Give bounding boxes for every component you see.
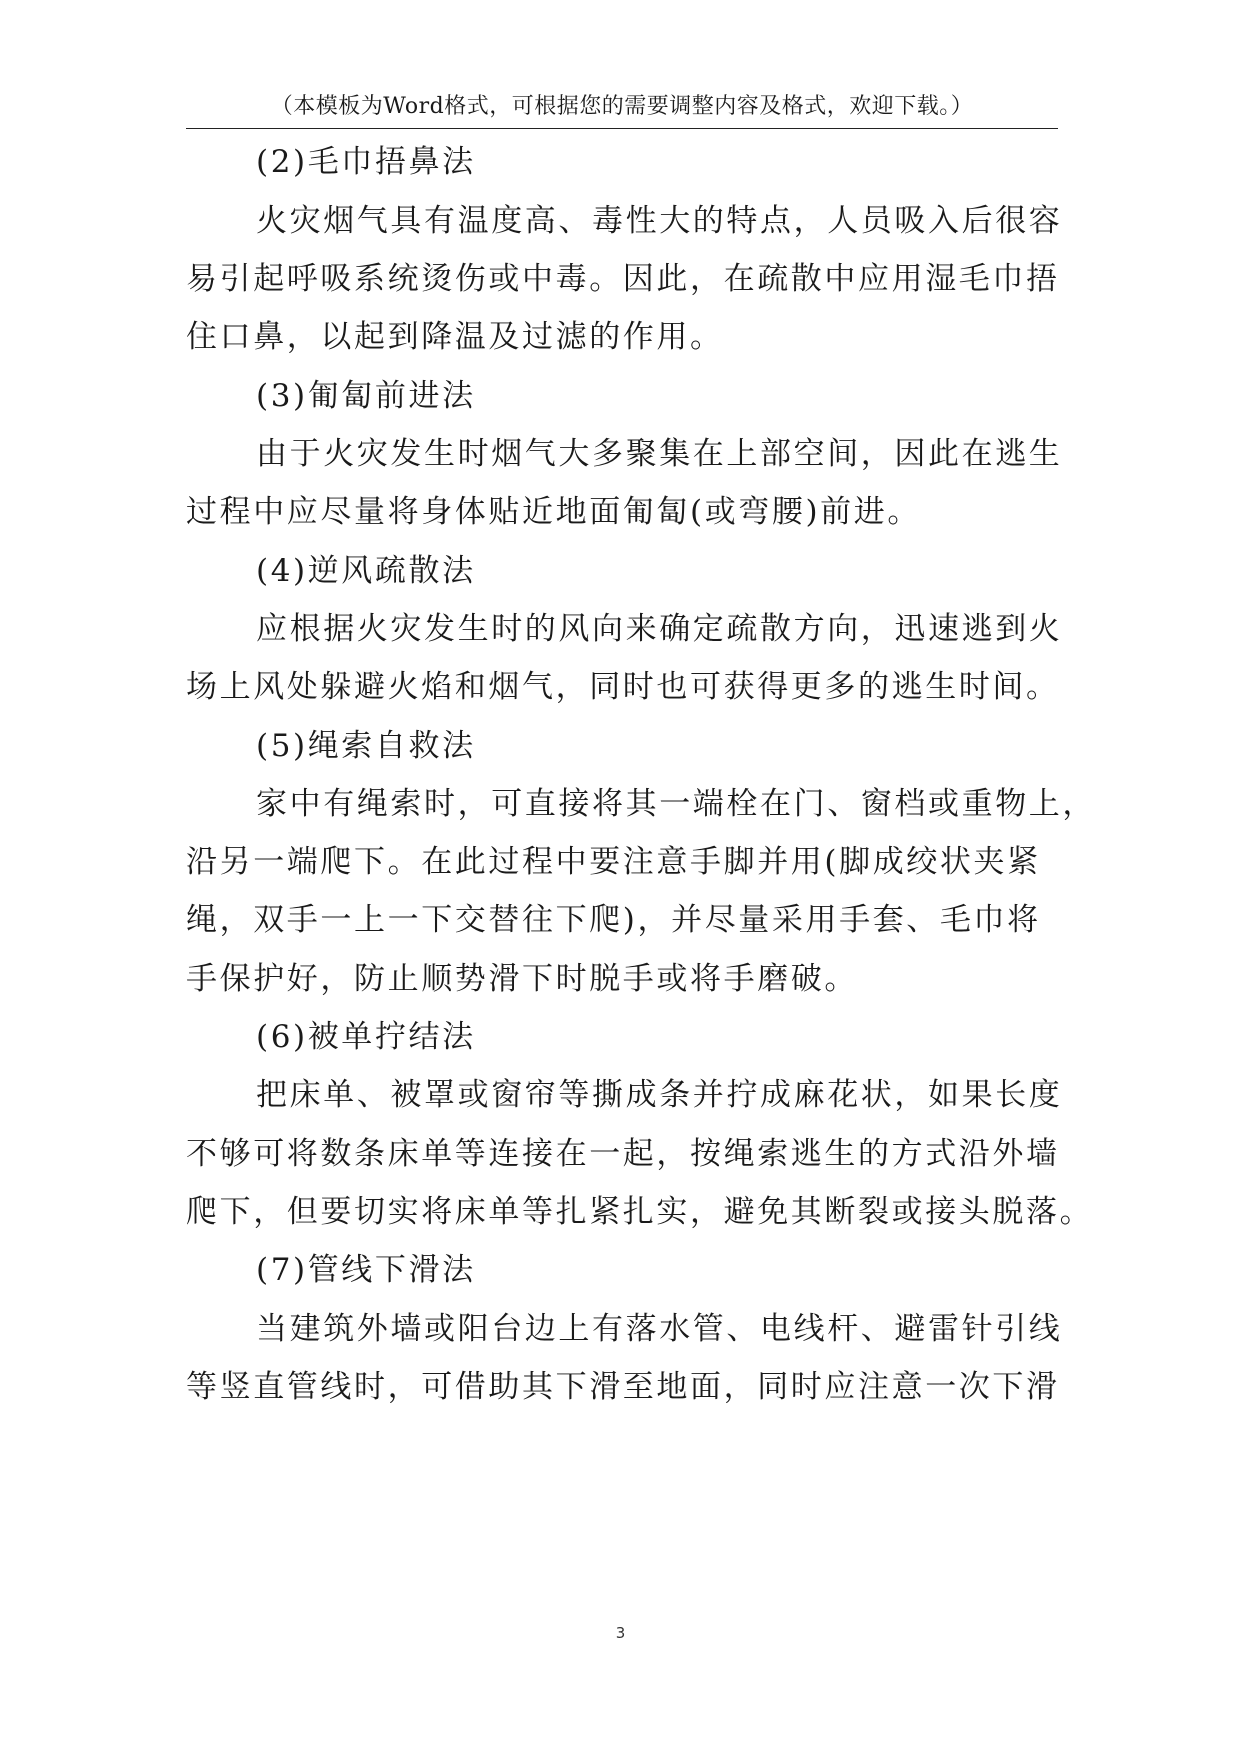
body-line: 场上风处躲避火焰和烟气，同时也可获得更多的逃生时间。 (186, 669, 1060, 705)
body-line: 等竖直管线时，可借助其下滑至地面，同时应注意一次下滑 (186, 1369, 1060, 1405)
section-heading: (4)逆风疏散法 (256, 553, 476, 589)
body-line: 由于火灾发生时烟气大多聚集在上部空间，因此在逃生 (256, 436, 1063, 472)
body-line: 易引起呼吸系统烫伤或中毒。因此，在疏散中应用湿毛巾捂 (186, 261, 1060, 297)
section-heading: (5)绳索自救法 (256, 728, 476, 764)
section-heading: (7)管线下滑法 (256, 1252, 476, 1288)
body-line: 手保护好，防止顺势滑下时脱手或将手磨破。 (186, 961, 858, 997)
header-divider (186, 128, 1058, 129)
section-heading: (3)匍匐前进法 (256, 378, 476, 414)
section-heading: (6)被单拧结法 (256, 1019, 476, 1055)
body-line: 沿另一端爬下。在此过程中要注意手脚并用(脚成绞状夹紧 (186, 844, 1041, 880)
body-line: 住口鼻，以起到降温及过滤的作用。 (186, 319, 724, 355)
header-note: （本模板为Word格式，可根据您的需要调整内容及格式，欢迎下载。） (270, 94, 974, 119)
body-line: 不够可将数条床单等连接在一起，按绳索逃生的方式沿外墙 (186, 1136, 1060, 1172)
body-line: 过程中应尽量将身体贴近地面匍匐(或弯腰)前进。 (186, 494, 921, 530)
page-number: 3 (615, 1624, 626, 1642)
body-line: 绳，双手一上一下交替往下爬)，并尽量采用手套、毛巾将 (186, 902, 1041, 938)
body-line: 火灾烟气具有温度高、毒性大的特点，人员吸入后很容 (256, 203, 1063, 239)
body-line: 爬下，但要切实将床单等扎紧扎实，避免其断裂或接头脱落。 (186, 1194, 1094, 1230)
body-line: 把床单、被罩或窗帘等撕成条并拧成麻花状，如果长度 (256, 1077, 1063, 1113)
body-line: 应根据火灾发生时的风向来确定疏散方向，迅速逃到火 (256, 611, 1063, 647)
body-line: 家中有绳索时，可直接将其一端栓在门、窗档或重物上， (256, 786, 1096, 822)
body-line: 当建筑外墙或阳台边上有落水管、电线杆、避雷针引线 (256, 1311, 1063, 1347)
section-heading: (2)毛巾捂鼻法 (256, 144, 476, 180)
